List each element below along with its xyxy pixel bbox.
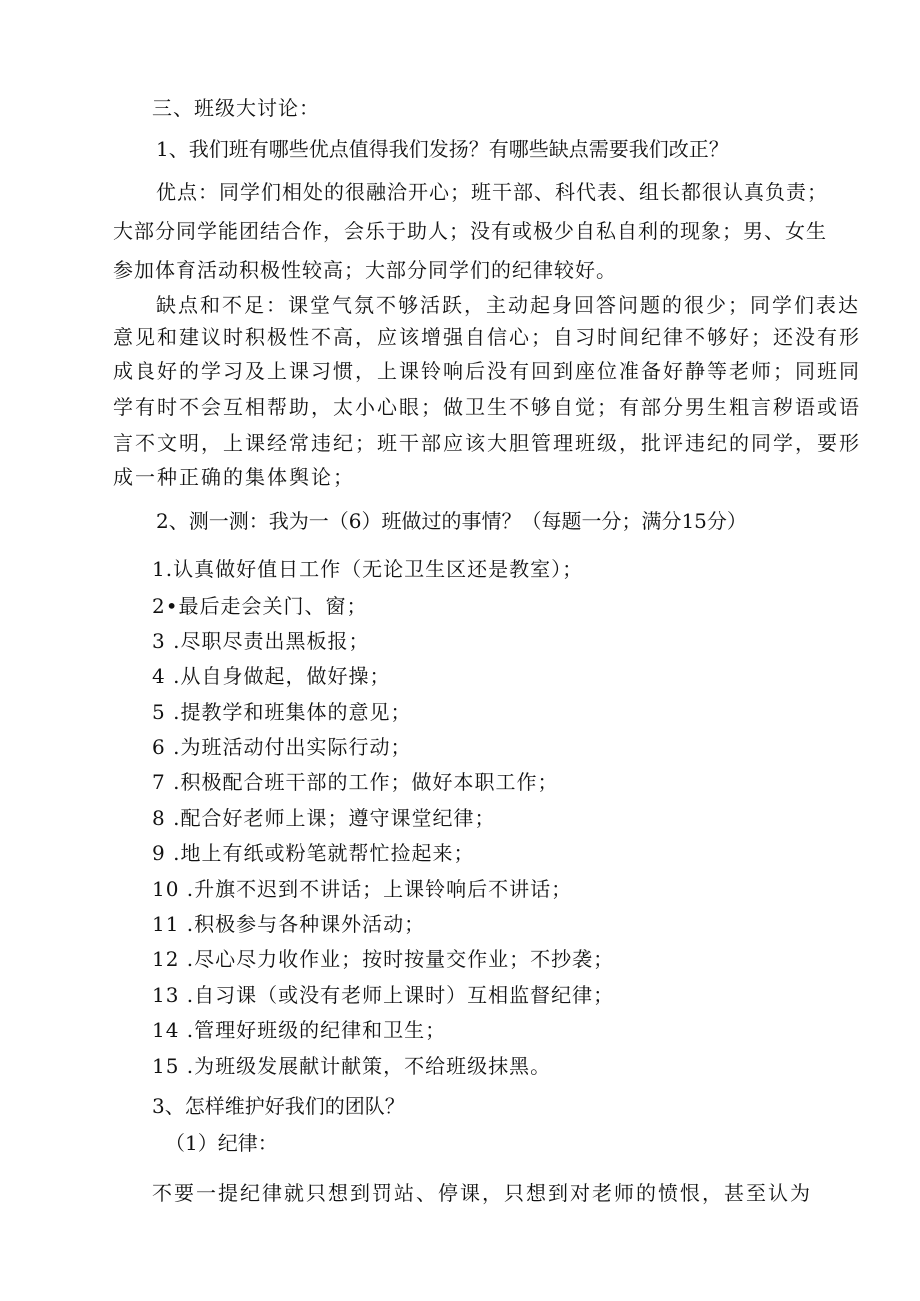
shortcomings-line: 成一种正确的集体舆论； [113, 465, 355, 489]
section-title: 三、班级大讨论： [152, 96, 320, 120]
advantages-line: 大部分同学能团结合作，会乐于助人；没有或极少自私自利的现象；男、女生 [113, 219, 827, 243]
list-item: 11 .积极参与各种课外活动； [152, 912, 426, 936]
list-item: 9 .地上有纸或粉笔就帮忙捡起来； [152, 841, 475, 865]
list-item: 5 .提教学和班集体的意见； [152, 700, 412, 724]
question-2-heading: 2、测一测：我为一（6）班做过的事情？（每题一分；满分15分） [156, 509, 747, 533]
question-1-heading: 1、我们班有哪些优点值得我们发扬？有哪些缺点需要我们改正？ [156, 137, 729, 161]
sub-heading-discipline: （1）纪律： [165, 1131, 278, 1155]
list-item: 15 .为班级发展献计献策，不给班级抹黑。 [152, 1054, 552, 1078]
list-item: 6 .为班活动付出实际行动； [152, 735, 412, 759]
shortcomings-line: 意见和建议时积极性不高，应该增强自信心；自习时间纪律不够好；还没有形 [113, 325, 861, 349]
list-item: 8 .配合好老师上课；遵守课堂纪律； [152, 806, 496, 830]
shortcomings-line: 学有时不会互相帮助，太小心眼；做卫生不够自觉；有部分男生粗言秽语或语 [113, 395, 861, 419]
list-item: 7 .积极配合班干部的工作；做好本职工作； [152, 770, 559, 794]
advantages-line: 参加体育活动积极性较高；大部分同学们的纪律较好。 [113, 258, 617, 282]
list-item: 13 .自习课（或没有老师上课时）互相监督纪律； [152, 983, 615, 1007]
question-3-heading: 3、怎样维护好我们的团队？ [152, 1094, 405, 1118]
list-item: 1.认真做好值日工作（无论卫生区还是教室）； [152, 557, 584, 581]
list-item: 4 .从自身做起，做好操； [152, 664, 391, 688]
list-item: 12 .尽心尽力收作业；按时按量交作业；不抄袭； [152, 947, 615, 971]
shortcomings-line: 成良好的学习及上课习惯，上课铃响后没有回到座位准备好静等老师；同班同 [113, 359, 861, 383]
list-item: 14 .管理好班级的纪律和卫生； [152, 1018, 447, 1042]
advantages-line: 优点：同学们相处的很融洽开心；班干部、科代表、组长都很认真负责； [156, 180, 828, 204]
list-item: 3 .尽职尽责出黑板报； [152, 629, 370, 653]
shortcomings-line: 言不文明，上课经常违纪；班干部应该大胆管理班级，批评违纪的同学，要形 [113, 431, 861, 455]
list-item: 2•最后走会关门、窗； [152, 594, 368, 618]
shortcomings-line: 缺点和不足：课堂气氛不够活跃，主动起身回答问题的很少；同学们表达 [156, 293, 860, 317]
list-item: 10 .升旗不迟到不讲话；上课铃响后不讲话； [152, 877, 573, 901]
discipline-text: 不要一提纪律就只想到罚站、停课，只想到对老师的愤恨，甚至认为 [152, 1181, 812, 1205]
